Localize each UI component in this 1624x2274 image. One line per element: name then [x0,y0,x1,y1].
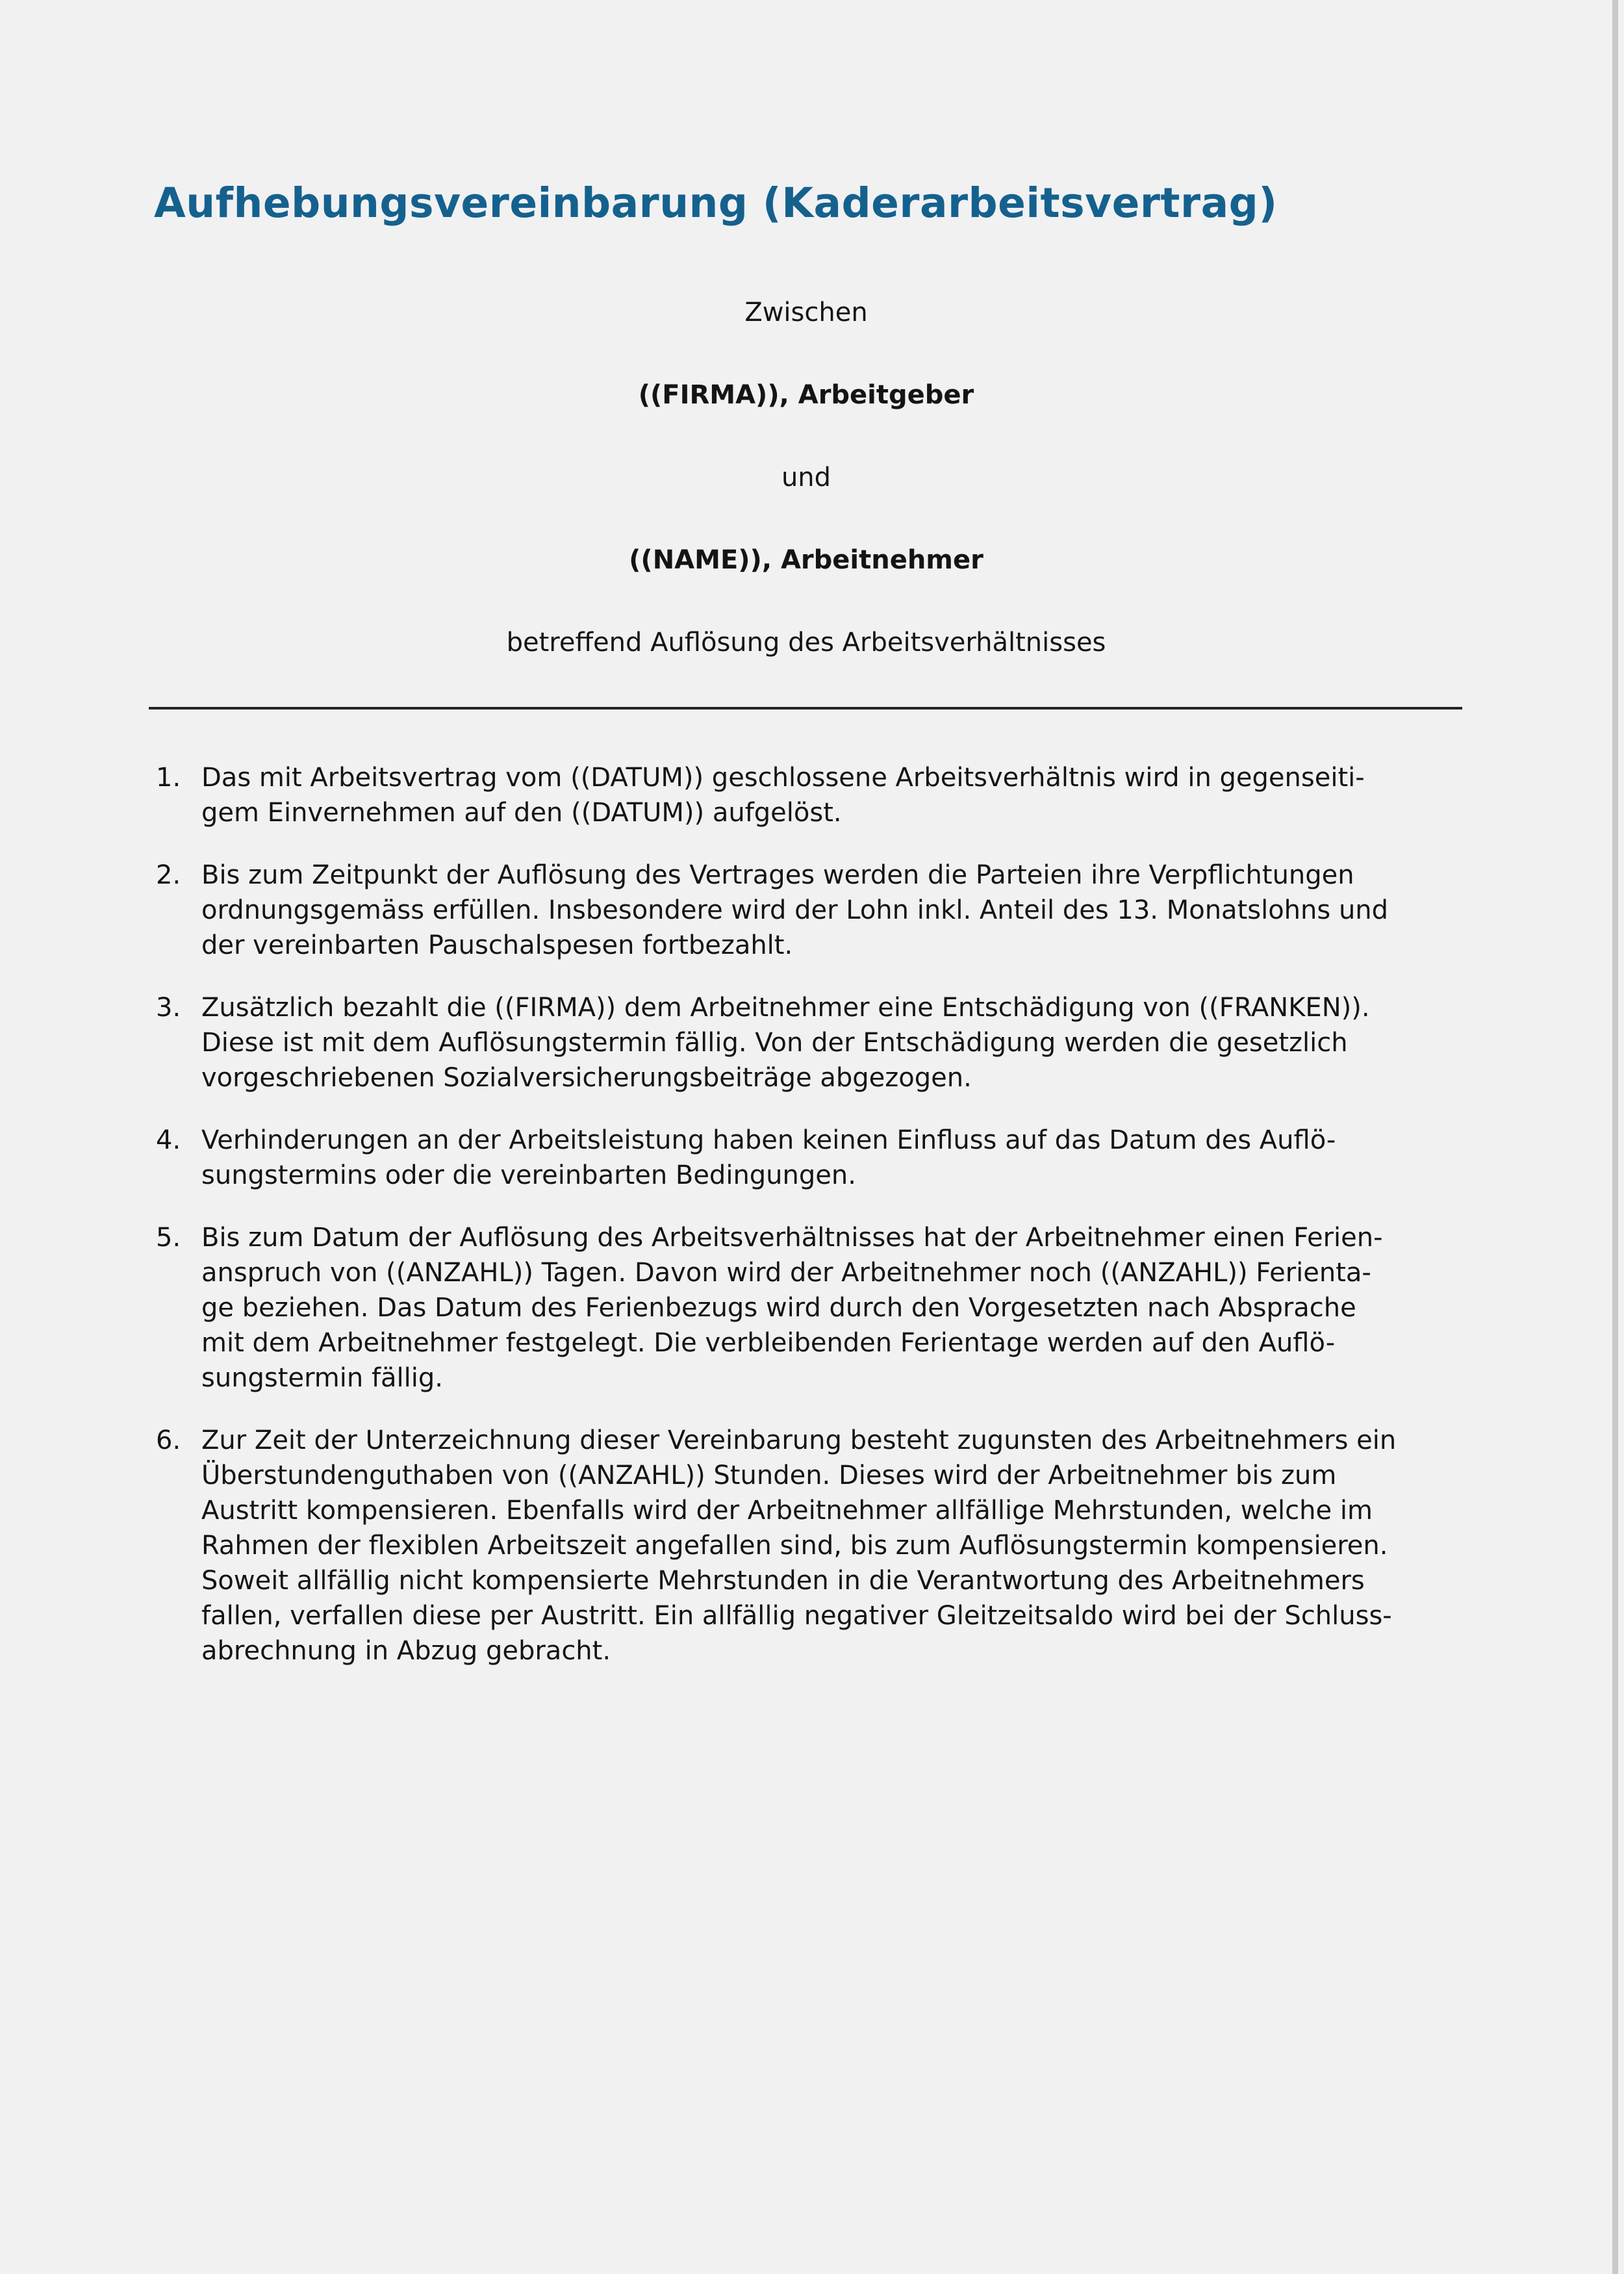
preamble [154,295,1458,660]
preamble-line: und [781,463,831,492]
clause-line: Überstundenguthaben von ((ANZAHL)) Stunden. Dieses wird der Arbeitnehmer bis zum [201,1461,1337,1490]
clause-line: abrechnung in Abzug gebracht. [201,1636,611,1666]
clause-line: Zusätzlich bezahlt die ((FIRMA)) dem Arbeitnehmer eine Entschädigung von ((FRANKEN)). [201,993,1370,1023]
clause-text [201,1123,1458,1193]
clause-line: sungstermin fällig. [201,1363,443,1393]
clause-line: ordnungsgemäss erfüllen. Insbesondere wird der Lohn inkl. Anteil des 13. Monatslohns und [201,895,1389,925]
clause-number: 3. [156,993,181,1023]
clause-line: sungstermins oder die vereinbarten Bedingungen. [201,1160,856,1190]
horizontal-rule [149,707,1462,709]
document-content [154,0,1458,1696]
clause-line: Bis zum Zeitpunkt der Auflösung des Vertrages werden die Parteien ihre Verpflichtungen [201,860,1354,890]
clause-number: 5. [156,1223,181,1253]
clause-line: mit dem Arbeitnehmer festgelegt. Die verbleibenden Ferientage werden auf den Auflö- [201,1328,1336,1358]
clause-line: Soweit allfällig nicht kompensierte Mehrstunden in die Verantwortung des Arbeitnehmers [201,1566,1365,1596]
clause-number: 2. [156,860,181,890]
clause-line: Das mit Arbeitsvertrag vom ((DATUM)) geschlossene Arbeitsverhältnis wird in gegenseiti- [201,763,1365,793]
clause-line: Verhinderungen an der Arbeitsleistung haben keinen Einfluss auf das Datum des Auflö- [201,1125,1336,1155]
clause-line: gem Einvernehmen auf den ((DATUM)) aufgelöst. [201,798,842,828]
clause-text [201,1423,1458,1668]
clause-line: Diese ist mit dem Auflösungstermin fällig. Von der Entschädigung werden die gesetzlich [201,1028,1348,1058]
clause-text [201,1220,1458,1396]
preamble-line: betreffend Auflösung des Arbeitsverhältnisses [506,628,1106,658]
clause-item [154,990,1458,1095]
clause-text [201,990,1458,1095]
clause-line: Bis zum Datum der Auflösung des Arbeitsverhältnisses hat der Arbeitnehmer einen Ferien- [201,1223,1383,1253]
scrollbar[interactable] [1612,0,1618,2274]
clause-line: der vereinbarten Pauschalspesen fortbezahlt. [201,930,793,960]
clause-item [154,1123,1458,1193]
clause-line: Zur Zeit der Unterzeichnung dieser Vereinbarung besteht zugunsten des Arbeitnehmers ein [201,1425,1397,1455]
clause-item [154,1220,1458,1396]
clause-line: fallen, verfallen diese per Austritt. Ein allfällig negativer Gleitzeitsaldo wird bei der Schluss- [201,1601,1392,1631]
clause-line: Austritt kompensieren. Ebenfalls wird der Arbeitnehmer allfällige Mehrstunden, welche im [201,1496,1373,1526]
clause-item [154,1423,1458,1668]
preamble-line: ((FIRMA)), Arbeitgeber [638,380,974,410]
clause-text [201,858,1458,963]
clause-line: anspruch von ((ANZAHL)) Tagen. Davon wird der Arbeitnehmer noch ((ANZAHL)) Ferienta- [201,1258,1371,1288]
clause-item [154,858,1458,963]
clause-list [154,760,1458,1668]
clause-number: 4. [156,1125,181,1155]
clause-item [154,760,1458,830]
page-title: Aufhebungsvereinbarung (Kaderarbeitsvertrag) [154,179,1278,227]
clause-line: Rahmen der flexiblen Arbeitszeit angefallen sind, bis zum Auflösungstermin kompensieren. [201,1531,1388,1561]
preamble-line: ((NAME)), Arbeitnehmer [629,545,983,575]
clause-line: ge beziehen. Das Datum des Ferienbezugs wird durch den Vorgesetzten nach Absprache [201,1293,1356,1323]
clause-number: 1. [156,763,181,793]
preamble-line: Zwischen [744,298,868,327]
clause-number: 6. [156,1425,181,1455]
clause-text [201,760,1458,830]
clause-line: vorgeschriebenen Sozialversicherungsbeiträge abgezogen. [201,1063,972,1093]
